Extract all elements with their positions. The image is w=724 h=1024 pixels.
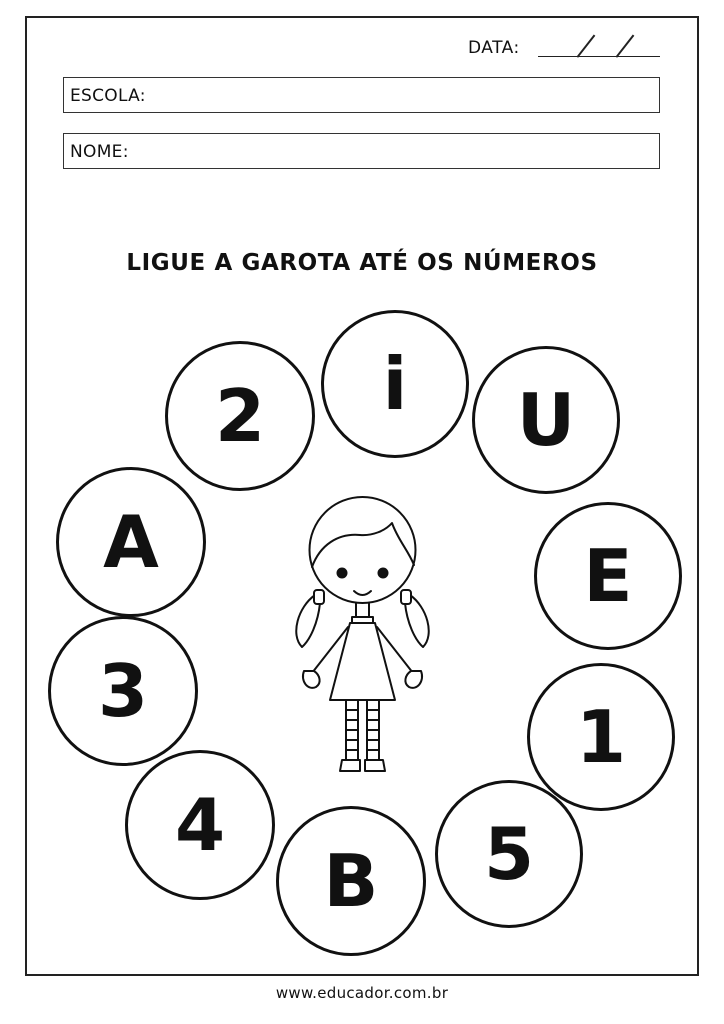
bubble-2[interactable]: 2 — [165, 341, 315, 491]
school-label: ESCOLA: — [70, 86, 146, 106]
bubble-i[interactable]: i — [321, 310, 469, 458]
date-label: DATA: — [468, 38, 520, 58]
site-url: www.educador.com.br — [275, 984, 449, 1002]
girl-illustration — [290, 495, 435, 780]
name-field[interactable] — [63, 133, 660, 169]
bubble-u[interactable]: U — [472, 346, 620, 494]
name-label: NOME: — [70, 142, 129, 162]
date-field-line[interactable] — [538, 56, 660, 57]
activity-title: LIGUE A GAROTA ATÉ OS NÚMEROS — [126, 250, 598, 276]
bubble-e[interactable]: E — [534, 502, 682, 650]
bubble-1[interactable]: 1 — [527, 663, 675, 811]
school-field[interactable] — [63, 77, 660, 113]
bubble-5[interactable]: 5 — [435, 780, 583, 928]
bubble-4[interactable]: 4 — [125, 750, 275, 900]
bubble-a[interactable]: A — [56, 467, 206, 617]
bubble-3[interactable]: 3 — [48, 616, 198, 766]
bubble-b[interactable]: B — [276, 806, 426, 956]
